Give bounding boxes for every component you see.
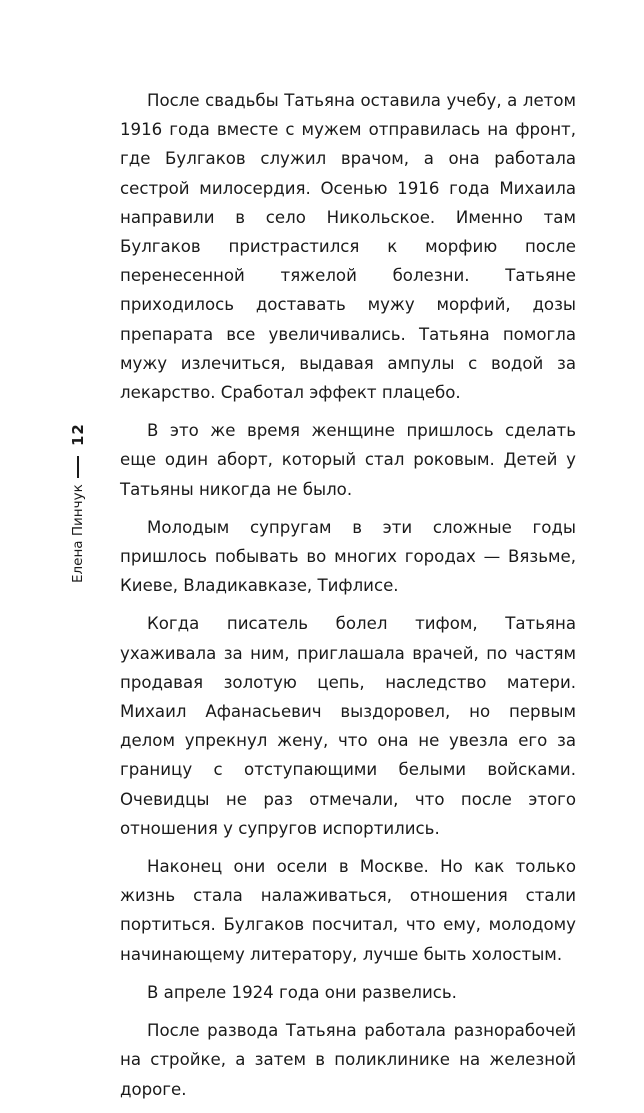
body-text	[120, 86, 576, 1113]
paragraph: Когда писатель болел тифом, Татьяна ухаживала за ним, приглашала врачей, по частям продавая золотую цепь, наследство матери. Михаил Афанасьевич выздоровел, но первым делом упрекнул жену, что она не увезла его за границу с отступающими белыми войсками. Очевидцы не раз отмечали, что после этого отношения у супругов испортились.	[120, 614, 576, 838]
header-divider	[77, 456, 79, 478]
paragraph: После свадьбы Татьяна оставила учебу, а летом 1916 года вместе с мужем отправилась на фронт, где Булгаков служил врачом, а она работала сестрой милосердия. Осенью 1916 года Михаила направили в село Никольское. Именно там Булгаков пристрастился к морфию после перенесенной тяжелой болезни. Татьяне приходилось доставать мужу морфий, дозы препарата все увеличивались. Татьяна помогла мужу излечиться, выдавая ампулы с водой за лекарство. Сработал эффект плацебо.	[120, 91, 576, 403]
paragraph: Молодым супругам в эти сложные годы пришлось побывать во многих городах — Вязьме, Киеве, Владикавказе, Тифлисе.	[120, 517, 576, 596]
running-header	[66, 422, 90, 702]
paragraph: После развода Татьяна работала разнорабочей на стройке, а затем в поликлинике на железной дороге.	[120, 1021, 576, 1099]
paragraph: Наконец они осели в Москве. Но как только жизнь стала налаживаться, отношения стали портиться. Булгаков посчитал, что ему, молодому начинающему литератору, лучше быть холостым.	[120, 857, 576, 964]
paragraph: В апреле 1924 года они развелись.	[147, 982, 457, 1002]
page-number: 12	[69, 423, 87, 447]
paragraph: В это же время женщине пришлось сделать еще один аборт, который стал роковым. Детей у Татьяны никогда не было.	[120, 421, 576, 499]
author-name: Елена Пинчук	[70, 484, 86, 583]
